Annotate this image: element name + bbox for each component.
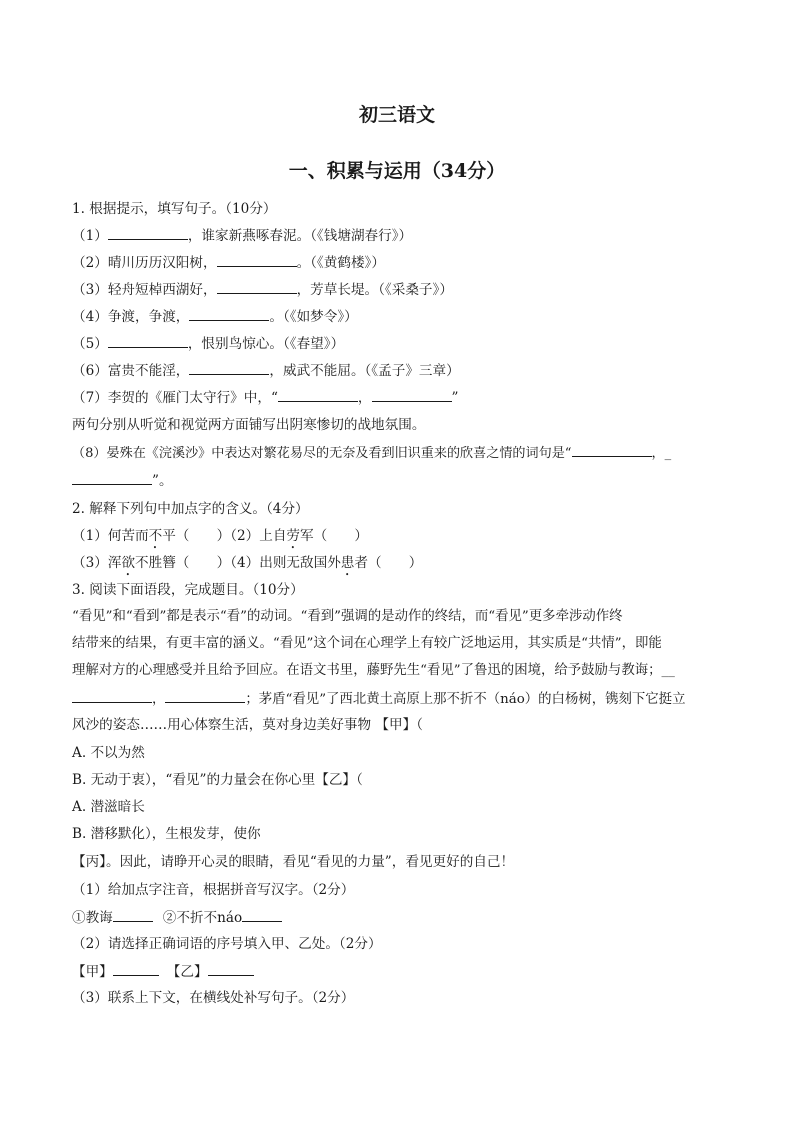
q3-sub-2-answers <box>72 962 722 981</box>
q3-sub-3: （3）联系上下文，在横线处补写句子。（2分） <box>72 990 355 1006</box>
item-text: 军（ ） <box>300 528 368 544</box>
q3-sub-1-answers <box>72 908 722 927</box>
q3-passage-line-4 <box>72 689 722 709</box>
item-text: ，恨别鸟惊心。（《春望》） <box>187 336 345 352</box>
q3-passage-line-5: 风沙的姿态……用心体察生活，莫对身边美好事物 【甲】（ <box>72 717 423 733</box>
item-text: （7）李贺的《雁门太守行》中，“ <box>72 390 278 406</box>
q3-sub-1: （1）给加点字注音，根据拼音写汉字。（2分） <box>72 882 355 898</box>
item-text: （4）争渡，争渡， <box>72 309 190 325</box>
exam-title: 初三语文 <box>358 104 435 126</box>
answer-blank[interactable] <box>217 280 297 294</box>
item-text: ，谁家新燕啄春泥。（《钱塘湖春行》） <box>187 228 413 244</box>
answer-blank[interactable] <box>278 388 358 402</box>
item-text: ，_ <box>651 446 672 461</box>
q1-item-8 <box>72 443 734 463</box>
q3-option-a-yi: A. 潜滋暗长 <box>72 799 145 815</box>
q3-option-a-jia: A. 不以为然 <box>72 745 145 761</box>
q1-item-7-continued: 两句分别从听觉和视觉两方面铺写出阴寒惨切的战地氛围。 <box>72 417 426 433</box>
q1-item-2 <box>72 253 722 272</box>
answer-blank[interactable] <box>372 388 452 402</box>
item-text: 平（ ）（2）上自 <box>162 528 287 544</box>
item-text: （6）富贵不能淫， <box>72 363 190 379</box>
item-text: ，威武不能屈。（《孟子》三章） <box>269 363 460 379</box>
item-text: ， <box>357 390 372 406</box>
item-text: 不胜簪（ ）（4）出则无敌国外 <box>135 555 341 571</box>
q1-item-8-continued <box>72 471 722 490</box>
dotted-char: 劳 <box>286 528 301 544</box>
answer-blank[interactable] <box>165 689 245 703</box>
item-text: （2）晴川历历汉阳树， <box>72 255 217 271</box>
q1-item-1 <box>72 226 722 245</box>
answer-blank[interactable] <box>217 253 297 267</box>
item-text: （3）浑 <box>72 555 122 571</box>
item-text: （1）何苦而 <box>72 528 149 544</box>
item-text: ” <box>451 390 459 406</box>
answer-blank[interactable] <box>72 689 152 703</box>
q3-passage-line-6: 【丙】。因此，请睁开心灵的眼睛，看见“看见的力量”，看见更好的自己！ <box>72 854 515 870</box>
q1-item-7 <box>72 388 722 407</box>
item-text: ①教诲 <box>72 910 113 926</box>
dotted-char: 患 <box>340 555 355 571</box>
q2-row-2 <box>72 554 722 579</box>
q3-passage-line-3: 理解对方的心理感受并且给予回应。在语文书里，藤野先生“看见”了鲁迅的困境，给予鼓励与教诲；__ <box>72 663 675 678</box>
q1-item-3 <box>72 280 722 299</box>
answer-blank[interactable] <box>108 334 188 348</box>
q1-stem: 1. 根据提示，填写句子。（10分） <box>72 201 277 217</box>
item-text: 【乙】 <box>166 964 208 980</box>
answer-blank[interactable] <box>208 962 254 976</box>
answer-blank[interactable] <box>72 471 152 485</box>
q3-option-b-yi: B. 潜移默化），生根发芽，使你 <box>72 826 261 842</box>
q1-item-4 <box>72 307 722 326</box>
item-text: 。（《黄鹤楼》） <box>296 255 385 271</box>
item-text: （1） <box>72 228 108 244</box>
q3-passage-line-1: “看见”和“看到”都是表示“看”的动词。“看到”强调的是动作的终结，而“看见”更多牵涉动作终 <box>72 609 623 624</box>
answer-blank[interactable] <box>242 908 282 922</box>
item-text: （8）晏殊在《浣溪沙》中表达对繁花易尽的无奈及看到旧识重来的欣喜之情的词句是“ <box>72 446 572 461</box>
dotted-char: 不 <box>148 528 163 544</box>
q3-passage-line-2: 结带来的结果，有更丰富的涵义。“看见”这个词在心理学上有较广泛地运用，其实质是“共情”，即能 <box>72 636 662 651</box>
q2-row-1 <box>72 527 722 552</box>
q1-item-5 <box>72 334 722 353</box>
answer-blank[interactable] <box>113 908 153 922</box>
item-text: 【甲】 <box>72 964 113 980</box>
item-text: （3）轻舟短棹西湖好， <box>72 282 217 298</box>
item-text: ”。 <box>152 473 173 489</box>
item-text: 者（ ） <box>354 555 423 571</box>
answer-blank[interactable] <box>113 962 159 976</box>
q3-option-b-jia: B. 无动于衷），“看见”的力量会在你心里【乙】（ <box>72 772 363 788</box>
answer-blank[interactable] <box>189 361 269 375</box>
q3-stem: 3. 阅读下面语段，完成题目。（10分） <box>72 582 304 598</box>
q1-item-6 <box>72 361 722 380</box>
section-heading: 一、积累与运用（34分） <box>288 160 506 182</box>
item-text: ；茅盾“看见”了西北黄土高原上那不折不（náo）的白杨树，镌刻下它挺立 <box>245 692 686 707</box>
q3-sub-2: （2）请选择正确词语的序号填入甲、乙处。（2分） <box>72 936 382 952</box>
item-text: ②不折不náo <box>162 910 243 926</box>
answer-blank[interactable] <box>189 307 269 321</box>
q2-stem: 2. 解释下列句中加点字的含义。（4分） <box>72 501 309 517</box>
item-text: ，芳草长堤。（《采桑子》） <box>296 282 453 298</box>
item-text: （5） <box>72 336 108 352</box>
dotted-char: 欲 <box>121 555 136 571</box>
answer-blank[interactable] <box>108 226 188 240</box>
item-text: ， <box>152 692 166 707</box>
answer-blank[interactable] <box>572 443 652 457</box>
item-text: 。（《如梦令》） <box>269 309 358 325</box>
